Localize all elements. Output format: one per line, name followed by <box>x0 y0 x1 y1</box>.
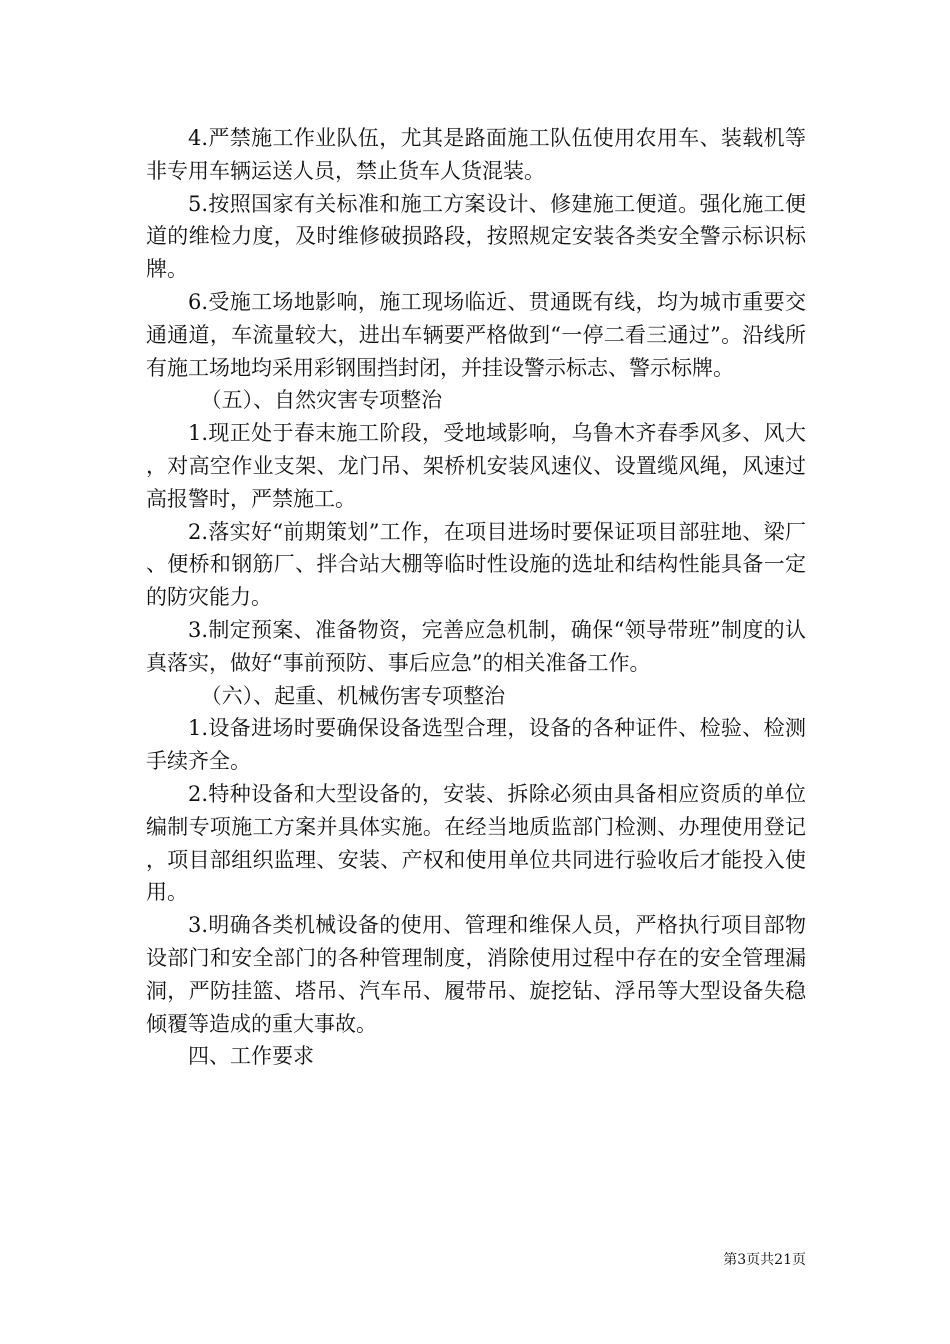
paragraph-disaster-3: 3.制定预案、准备物资，完善应急机制，确保“领导带班”制度的认真落实，做好“事前预防、事后应急”的相关准备工作。 <box>146 617 806 675</box>
section-heading-lifting-machinery: （六）、起重、机械伤害专项整治 <box>200 683 506 708</box>
document-body <box>146 122 806 1073</box>
paragraph-item-6: 6.受施工场地影响，施工现场临近、贯通既有线，均为城市重要交通通道，车流量较大，进出车辆要严格做到“一停二看三通过”。沿线所有施工场地均采用彩钢围挡封闭，并挂设警示标志、警示标牌。 <box>146 289 806 380</box>
paragraph-machinery-2: 2.特种设备和大型设备的，安装、拆除必须由具备相应资质的单位编制专项施工方案并具体实施。在经当地质监部门检测、办理使用登记，项目部组织监理、安装、产权和使用单位共同进行验收后才能投入使用。 <box>146 781 806 905</box>
paragraph-item-4: 4.严禁施工作业队伍，尤其是路面施工队伍使用农用车、装载机等非专用车辆运送人员，禁止货车人货混装。 <box>146 126 806 183</box>
section-heading-work-requirements: 四、工作要求 <box>188 1044 314 1069</box>
section-heading-natural-disaster: （五）、自然灾害专项整治 <box>200 388 443 413</box>
paragraph-item-5: 5.按照国家有关标准和施工方案设计、修建施工便道。强化施工便道的维检力度，及时维修破损路段，按照规定安装各类安全警示标识标牌。 <box>146 191 806 282</box>
paragraph-machinery-3: 3.明确各类机械设备的使用、管理和维保人员，严格执行项目部物设部门和安全部门的各种管理制度，消除使用过程中存在的安全管理漏洞，严防挂篮、塔吊、汽车吊、履带吊、旋挖钻、浮吊等大型设备失稳倾覆等造成的重大事故。 <box>146 913 806 1036</box>
paragraph-machinery-1: 1.设备进场时要确保设备选型合理，设备的各种证件、检验、检测手续齐全。 <box>146 716 806 774</box>
page-number-footer: 第3页共21页 <box>723 1252 806 1268</box>
paragraph-disaster-2: 2.落实好“前期策划”工作，在项目进场时要保证项目部驻地、梁厂、便桥和钢筋厂、拌合站大棚等临时性设施的选址和结构性能具备一定的防灾能力。 <box>146 519 806 610</box>
paragraph-disaster-1: 1.现正处于春末施工阶段，受地域影响，乌鲁木齐春季风多、风大，对高空作业支架、龙门吊、架桥机安装风速仪、设置缆风绳，风速过高报警时，严禁施工。 <box>146 421 806 511</box>
